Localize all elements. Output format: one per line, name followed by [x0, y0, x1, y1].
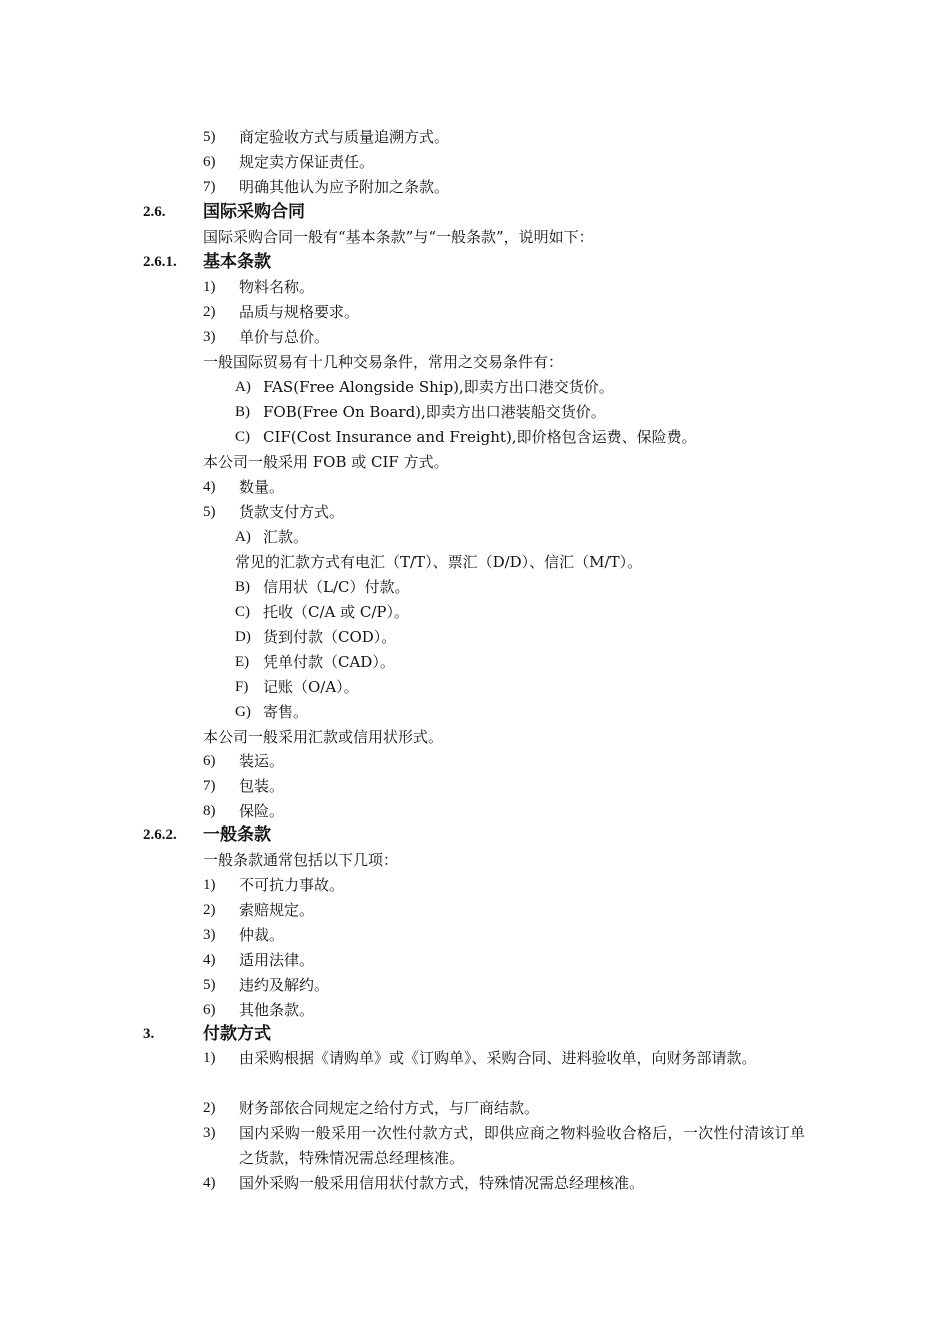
list-number: 2) [203, 902, 216, 918]
list-number: 7) [203, 778, 216, 794]
list-text: 汇款。 [263, 528, 309, 546]
section-title: 基本条款 [203, 252, 271, 272]
list-item [0, 527, 950, 547]
list-item [0, 751, 950, 771]
section-intro: 一般条款通常包括以下几项： [203, 851, 399, 869]
paragraph [0, 452, 950, 472]
list-number: 5) [203, 129, 216, 145]
list-item [0, 627, 950, 647]
list-letter: B) [235, 579, 250, 595]
list-item [0, 950, 950, 970]
list-text: 保险。 [239, 802, 285, 820]
list-number: 1) [203, 1050, 216, 1066]
list-item [0, 402, 950, 422]
list-text: 包装。 [239, 777, 285, 795]
list-text: 记账（O/A）。 [263, 678, 359, 696]
list-number: 4) [203, 952, 216, 968]
list-item [0, 875, 950, 895]
list-item [0, 577, 950, 597]
list-text: 凭单付款（CAD）。 [263, 653, 395, 671]
list-number: 6) [203, 1002, 216, 1018]
list-item [0, 302, 950, 322]
list-item [0, 1000, 950, 1020]
list-letter: A) [235, 379, 251, 395]
list-number: 5) [203, 504, 216, 520]
list-item [0, 327, 950, 347]
list-number: 1) [203, 877, 216, 893]
list-text: 品质与规格要求。 [239, 303, 360, 321]
paragraph [0, 727, 950, 747]
list-text: 商定验收方式与质量追溯方式。 [239, 128, 450, 146]
list-item [0, 1096, 950, 1121]
list-text: 明确其他认为应予附加之条款。 [239, 178, 450, 196]
list-text: 仲裁。 [239, 926, 285, 944]
list-item [0, 776, 950, 796]
list-item [0, 801, 950, 821]
list-number: 3) [203, 329, 216, 345]
paragraph [0, 352, 950, 372]
list-item [0, 1171, 950, 1196]
list-item [0, 127, 950, 147]
list-item [0, 1046, 950, 1096]
list-text: 适用法律。 [239, 951, 315, 969]
list-number: 2) [203, 304, 216, 320]
list-text: 由采购根据《请购单》或《订购单》、采购合同、进料验收单，向财务部请款。 [239, 1049, 757, 1067]
list-text: 不可抗力事故。 [239, 876, 345, 894]
list-text: 信用状（L/C）付款。 [263, 578, 410, 596]
list-text: CIF(Cost Insurance and Freight),即价格包含运费、保险费。 [263, 428, 697, 446]
list-text: 装运。 [239, 752, 285, 770]
section-number: 3. [143, 1026, 155, 1042]
list-letter: E) [235, 654, 250, 670]
list-item [0, 602, 950, 622]
section-title: 一般条款 [203, 825, 271, 845]
list-number: 7) [203, 179, 216, 195]
list-number: 1) [203, 279, 216, 295]
list-text: FAS(Free Alongside Ship),即卖方出口港交货价。 [263, 378, 614, 396]
list-item [0, 377, 950, 397]
list-item [0, 477, 950, 497]
list-item [0, 152, 950, 172]
section-title: 国际采购合同 [203, 202, 305, 222]
list-item [0, 1121, 950, 1171]
list-number: 8) [203, 803, 216, 819]
list-item [0, 975, 950, 995]
list-letter: G) [235, 704, 251, 720]
paragraph [0, 227, 950, 247]
paragraph [0, 850, 950, 870]
list-text: 财务部依合同规定之给付方式，与厂商结款。 [239, 1099, 540, 1117]
list-letter: D) [235, 629, 251, 645]
section-heading-2-6-2 [0, 825, 950, 845]
trade-note: 本公司一般采用 FOB 或 CIF 方式。 [203, 453, 449, 471]
list-letter: C) [235, 429, 250, 445]
list-item [0, 925, 950, 945]
trade-intro: 一般国际贸易有十几种交易条件，常用之交易条件有： [203, 353, 564, 371]
list-item [0, 502, 950, 522]
section-heading-2-6-1 [0, 252, 950, 272]
list-item [0, 177, 950, 197]
list-number: 3) [203, 1125, 216, 1141]
list-letter: B) [235, 404, 250, 420]
list-item [0, 652, 950, 672]
list-text: 规定卖方保证责任。 [239, 153, 375, 171]
list-item [0, 277, 950, 297]
list-number: 5) [203, 977, 216, 993]
list-text: 其他条款。 [239, 1001, 315, 1019]
list-item [0, 900, 950, 920]
list-text: 国外采购一般采用信用状付款方式，特殊情况需总经理核准。 [239, 1174, 645, 1192]
list-item [0, 427, 950, 447]
list-text: 货款支付方式。 [239, 503, 345, 521]
list-text: 单价与总价。 [239, 328, 330, 346]
list-item [0, 677, 950, 697]
list-number: 2) [203, 1100, 216, 1116]
section-heading-3 [0, 1024, 950, 1044]
list-number: 3) [203, 927, 216, 943]
list-number: 4) [203, 1175, 216, 1191]
list-text: 索赔规定。 [239, 901, 315, 919]
list-letter: A) [235, 529, 251, 545]
section-intro: 国际采购合同一般有“基本条款”与“一般条款”，说明如下： [203, 228, 594, 246]
list-text: 寄售。 [263, 703, 309, 721]
list-text: FOB(Free On Board),即卖方出口港装船交货价。 [263, 403, 606, 421]
section-title: 付款方式 [203, 1024, 271, 1044]
paragraph [0, 552, 950, 572]
list-text: 物料名称。 [239, 278, 315, 296]
section-number: 2.6.1. [143, 254, 177, 270]
list-number: 4) [203, 479, 216, 495]
list-number: 6) [203, 753, 216, 769]
remittance-note: 常见的汇款方式有电汇（T/T）、票汇（D/D）、信汇（M/T）。 [235, 553, 643, 571]
list-number: 6) [203, 154, 216, 170]
list-text: 违约及解约。 [239, 976, 330, 994]
list-text: 国内采购一般采用一次性付款方式，即供应商之物料验收合格后，一次性付清该订单之货款，特殊情况需总经理核准。 [239, 1124, 805, 1167]
list-text: 货到付款（COD）。 [263, 628, 397, 646]
list-item [0, 702, 950, 722]
payment-note: 本公司一般采用汇款或信用状形式。 [203, 728, 444, 746]
section-number: 2.6.2. [143, 827, 177, 843]
list-text: 托收（C/A 或 C/P）。 [263, 603, 410, 621]
section-heading-2-6 [0, 202, 950, 222]
list-letter: F) [235, 679, 249, 695]
list-letter: C) [235, 604, 250, 620]
list-text: 数量。 [239, 478, 285, 496]
section-number: 2.6. [143, 204, 166, 220]
